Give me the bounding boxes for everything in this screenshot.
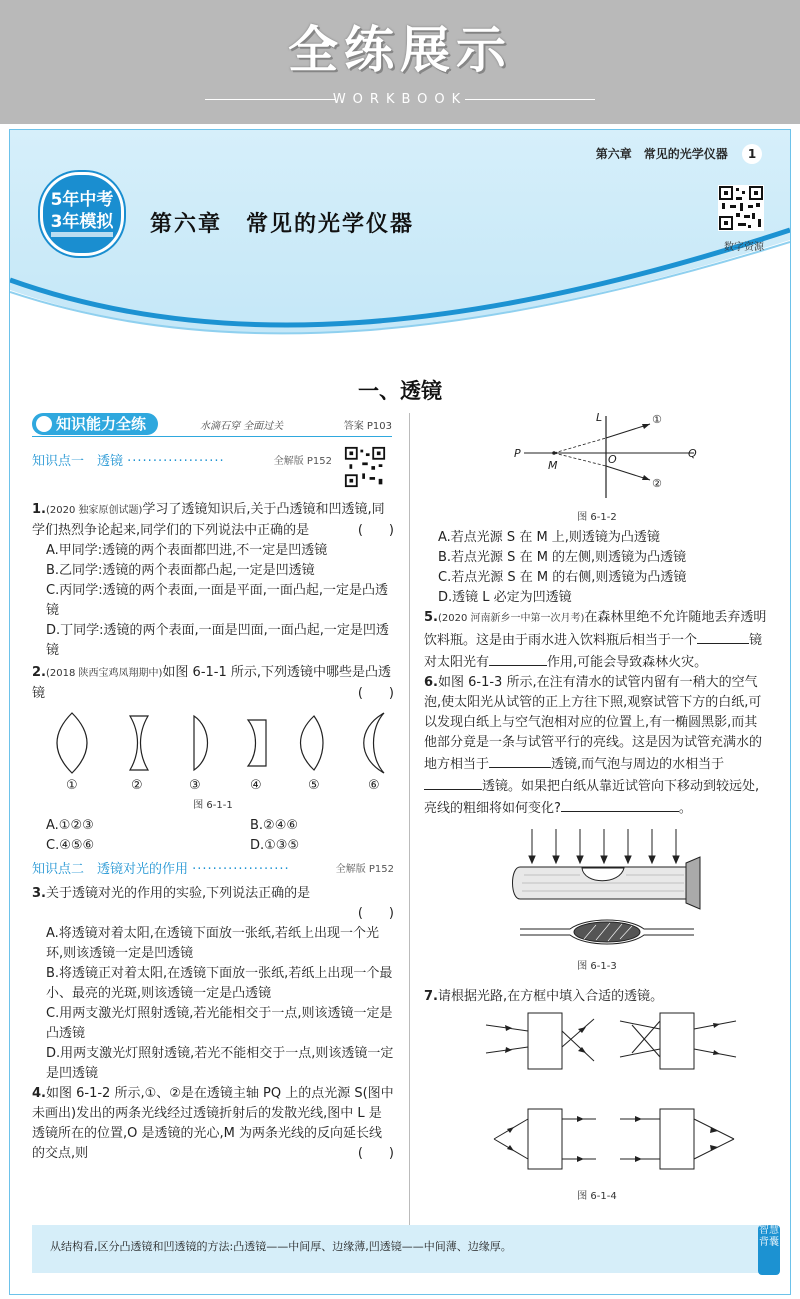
test-tube-diagram (424, 827, 770, 957)
left-column (32, 500, 394, 1164)
q2-option-c: C.④⑤⑥ (46, 838, 95, 853)
question-2 (32, 663, 394, 704)
lens-label-5: ⑤ (308, 778, 320, 793)
question-7 (424, 987, 770, 1007)
fig-label-ray2: ② (652, 477, 662, 490)
lens-label-2: ② (131, 778, 143, 793)
knowledge-underline (32, 436, 392, 437)
kp2-dots: ··················· (192, 862, 290, 877)
q3-number: 3. (32, 886, 46, 901)
lens-figure (32, 708, 394, 778)
logo-line1: 5年中考 (50, 190, 114, 210)
fig-label-m: M (548, 459, 558, 472)
fig-label-ray1: ① (652, 413, 662, 426)
q1-source: (2020 独家原创试题) (45, 505, 143, 516)
top-banner (0, 0, 800, 124)
q6-blank-1[interactable] (489, 753, 551, 768)
q5-text-c: 作用,可能会导致森林火灾。 (547, 655, 708, 670)
knowledge-point-2 (32, 860, 394, 880)
section-title: 一、透镜 (358, 379, 442, 403)
logo-line2: 3年模拟 (50, 212, 114, 232)
q2-option-a: A.①②③ (46, 818, 94, 833)
q6-number: 6. (424, 675, 438, 690)
q7-stem: 请根据光路,在方框中填入合适的透镜。 (437, 989, 664, 1004)
chapter-title: 第六章 常见的光学仪器 (150, 212, 415, 237)
column-divider (409, 413, 410, 1243)
q6-blank-2[interactable] (424, 775, 482, 790)
figure-6-1-4 (424, 1007, 770, 1187)
q6-text-a: 如图 6-1-3 所示,在注有清水的试管内留有一稍大的空气泡,使太阳光从试管的正上方往下照,观察试管下方的白纸,可以发现白纸上与空气泡相对应的位置上,有一椭圆黑影,而其他部分竟是一条与试管平行的亮线。这是因为试管充满水的地方相当于 (424, 675, 763, 772)
q6-blank-3[interactable] (561, 797, 679, 812)
fig-label-o: O (608, 453, 617, 466)
kp1-ref: 全解版 P152 (273, 456, 332, 467)
q1-option-a: A.甲同学:透镜的两个表面都凹进,不一定是凹透镜 (46, 543, 328, 558)
chapter-header-background (10, 130, 790, 360)
qr-label: 数字资源 (724, 242, 764, 253)
fig-label-l: L (596, 411, 603, 424)
q5-blank-1[interactable] (697, 629, 749, 644)
question-6 (424, 673, 770, 819)
running-head (596, 144, 762, 164)
question-5 (424, 608, 770, 673)
lens-label-1: ① (66, 778, 78, 793)
q7-number: 7. (424, 989, 438, 1004)
q5-text-a: 在森林里绝不允许随地丢弃透明饮料瓶。这是由于雨水进入饮料瓶后相当于一个 (424, 610, 767, 648)
qr-code-icon[interactable] (344, 446, 386, 488)
question-3 (32, 884, 394, 904)
q4-option-a: A.若点光源 S 在 M 上,则透镜为凸透镜 (438, 530, 660, 545)
qr-code-icon[interactable] (718, 185, 764, 231)
question-1 (32, 500, 394, 541)
q3-option-a: A.将透镜对着太阳,在透镜下面放一张纸,若纸上出现一个光环,则该透镜一定是凹透镜 (46, 926, 380, 961)
tip-text: 从结构看,区分凸透镜和凹透镜的方法:凸透镜——中间厚、边缘薄,凹透镜——中间薄、边缘厚。 (50, 1240, 512, 1253)
figure-6-1-3-caption: 图 6-1-3 (577, 961, 617, 972)
knowledge-point-1 (32, 452, 332, 472)
q4-answer-paren[interactable]: ( ) (357, 1146, 394, 1161)
q2-stem: 如图 6-1-1 所示,下列透镜中哪些是凸透镜 (32, 665, 392, 701)
q6-text-c: 透镜。如果把白纸从靠近试管向下移动到较远处,亮线的粗细将如何变化? (424, 779, 760, 816)
lens-label-3: ③ (189, 778, 201, 793)
q3-option-c: C.用两支激光灯照射透镜,若光能相交于一点,则该透镜一定是凸透镜 (46, 1006, 393, 1041)
q2-options-row2 (32, 836, 394, 856)
q4-option-c: C.若点光源 S 在 M 的右侧,则透镜为凸透镜 (438, 570, 687, 585)
figure-6-1-1 (32, 708, 394, 796)
figure-6-1-3 (424, 827, 770, 957)
leaf-icon (36, 416, 52, 432)
q6-text-b: 透镜,而气泡与周边的水相当于 (551, 757, 725, 772)
q3-option-b: B.将透镜正对着太阳,在透镜下面放一张纸,若纸上出现一个最小、最亮的光斑,则该透镜一定是凸透镜 (46, 966, 393, 1001)
running-head-text: 第六章 常见的光学仪器 (595, 147, 728, 161)
q3-stem: 关于透镜对光的作用的实验,下列说法正确的是 (45, 886, 311, 901)
q4-option-d: D.透镜 L 必定为凹透镜 (438, 590, 572, 605)
right-column (424, 408, 770, 1207)
q2-source: (2018 陕西宝鸡凤翔期中) (45, 668, 163, 679)
knowledge-motto: 水滴石穿 全面过关 (200, 421, 284, 432)
light-path-diagrams (424, 1007, 770, 1187)
figure-6-1-1-caption: 图 6-1-1 (193, 800, 233, 811)
q2-option-b: B.②④⑥ (250, 818, 299, 833)
q5-blank-2[interactable] (489, 651, 547, 666)
tip-tab: 智慧背囊 (758, 1225, 780, 1275)
banner-subtitle: WORKBOOK (332, 92, 468, 107)
q4-option-b: B.若点光源 S 在 M 的左侧,则透镜为凸透镜 (438, 550, 687, 565)
fig-label-q: Q (688, 447, 697, 460)
kp1-heading (32, 452, 332, 472)
fig-label-p: P (514, 447, 521, 460)
banner-title: 全练展示 (288, 21, 512, 79)
q3-answer-paren[interactable]: ( ) (357, 906, 394, 921)
q6-text-d: 。 (678, 801, 692, 816)
figure-6-1-2 (424, 408, 770, 504)
q4-number: 4. (32, 1086, 46, 1101)
workbook-page (9, 129, 791, 1295)
q2-answer-paren[interactable]: ( ) (357, 686, 394, 701)
kp2-label: 知识点二 透镜对光的作用 (32, 862, 189, 877)
q1-option-c: C.丙同学:透镜的两个表面,一面是平面,一面凸起,一定是凸透镜 (46, 583, 388, 618)
figure-6-1-4-caption: 图 6-1-4 (577, 1191, 617, 1202)
lens-label-6: ⑥ (368, 778, 380, 793)
logo-stripe (51, 232, 113, 237)
kp2-ref: 全解版 P152 (335, 864, 394, 875)
q5-text-b: 镜对太阳光有 (424, 633, 763, 670)
q2-options-row1 (32, 816, 394, 836)
q2-number: 2. (32, 665, 46, 680)
q1-number: 1. (32, 502, 46, 517)
knowledge-label: 知识能力全练 (56, 415, 147, 433)
lens-label-4: ④ (250, 778, 262, 793)
page-number: 1 (742, 144, 762, 164)
answer-reference: 答案 P103 (343, 421, 392, 432)
knowledge-bar (32, 413, 392, 437)
q1-option-b: B.乙同学:透镜的两个表面都凸起,一定是凹透镜 (46, 563, 315, 578)
q1-option-d: D.丁同学:透镜的两个表面,一面是凹面,一面凸起,一定是凹透镜 (46, 623, 389, 658)
q1-answer-paren[interactable]: ( ) (357, 523, 394, 538)
q4-stem: 如图 6-1-2 所示,①、②是在透镜主轴 PQ 上的点光源 S(图中未画出)发出的两条光线经过透镜折射后的发散光线,图中 L 是透镜所在的位置,O 是透镜的光心,M 为两条光线的反向延长线的交点,则 (32, 1086, 394, 1161)
kp1-dots: ··················· (127, 454, 225, 469)
q2-option-d: D.①③⑤ (250, 838, 300, 853)
figure-6-1-2-caption: 图 6-1-2 (577, 512, 617, 523)
kp1-label: 知识点一 透镜 (32, 454, 124, 469)
question-4 (32, 1084, 394, 1164)
q5-number: 5. (424, 610, 438, 625)
q1-stem: 学习了透镜知识后,关于凸透镜和凹透镜,同学们热烈争论起来,同学们的下列说法中正确的是 (32, 502, 385, 538)
knowledge-pill (32, 413, 158, 435)
series-logo (40, 172, 124, 256)
q5-source: (2020 河南新乡一中第一次月考) (437, 613, 585, 624)
q3-option-d: D.用两支激光灯照射透镜,若光不能相交于一点,则该透镜一定是凹透镜 (46, 1046, 394, 1081)
